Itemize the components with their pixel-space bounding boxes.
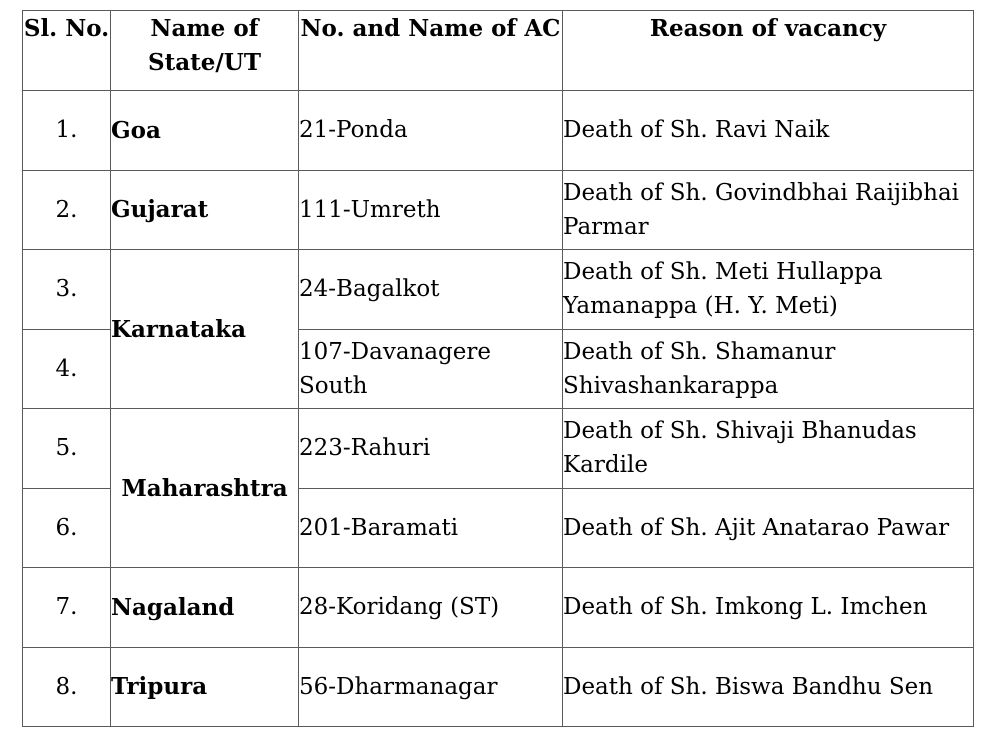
table-row [23, 647, 974, 727]
state-cell-tripura: Tripura [111, 647, 299, 727]
state-cell-karnataka: Karnataka [111, 250, 299, 409]
vacancy-table [22, 10, 974, 727]
ac-cell: 21-Ponda [299, 91, 563, 171]
reason-cell: Death of Sh. Ajit Anatarao Pawar [563, 488, 974, 568]
table-row [23, 568, 974, 648]
header-sl-no: Sl. No. [23, 11, 111, 91]
ac-cell: 24-Bagalkot [299, 250, 563, 330]
reason-cell: Death of Sh. Shivaji Bhanudas Kardile [563, 409, 974, 489]
state-cell-maharashtra: Maharashtra [111, 409, 299, 568]
state-cell-nagaland: Nagaland [111, 568, 299, 648]
table-row [23, 409, 974, 489]
state-cell-goa: Goa [111, 91, 299, 171]
reason-cell: Death of Sh. Imkong L. Imchen [563, 568, 974, 648]
sl-no-cell: 7. [23, 568, 111, 648]
sl-no-cell: 1. [23, 91, 111, 171]
table-row [23, 250, 974, 330]
sl-no-cell: 5. [23, 409, 111, 489]
reason-cell: Death of Sh. Meti Hullappa Yamanappa (H. Y. Meti) [563, 250, 974, 330]
sl-no-cell: 8. [23, 647, 111, 727]
ac-cell: 28-Koridang (ST) [299, 568, 563, 648]
ac-cell: 56-Dharmanagar [299, 647, 563, 727]
sl-no-cell: 6. [23, 488, 111, 568]
reason-cell: Death of Sh. Biswa Bandhu Sen [563, 647, 974, 727]
table-header-row [23, 11, 974, 91]
table-row [23, 170, 974, 250]
ac-cell: 111-Umreth [299, 170, 563, 250]
sl-no-cell: 3. [23, 250, 111, 330]
header-ac: No. and Name of AC [299, 11, 563, 91]
table-row [23, 91, 974, 171]
sl-no-cell: 2. [23, 170, 111, 250]
sl-no-cell: 4. [23, 329, 111, 409]
state-cell-gujarat: Gujarat [111, 170, 299, 250]
reason-cell: Death of Sh. Ravi Naik [563, 91, 974, 171]
ac-cell: 223-Rahuri [299, 409, 563, 489]
ac-cell: 107-Davanagere South [299, 329, 563, 409]
header-reason: Reason of vacancy [563, 11, 974, 91]
reason-cell: Death of Sh. Shamanur Shivashankarappa [563, 329, 974, 409]
ac-cell: 201-Baramati [299, 488, 563, 568]
reason-cell: Death of Sh. Govindbhai Raijibhai Parmar [563, 170, 974, 250]
header-state: Name of State/UT [111, 11, 299, 91]
